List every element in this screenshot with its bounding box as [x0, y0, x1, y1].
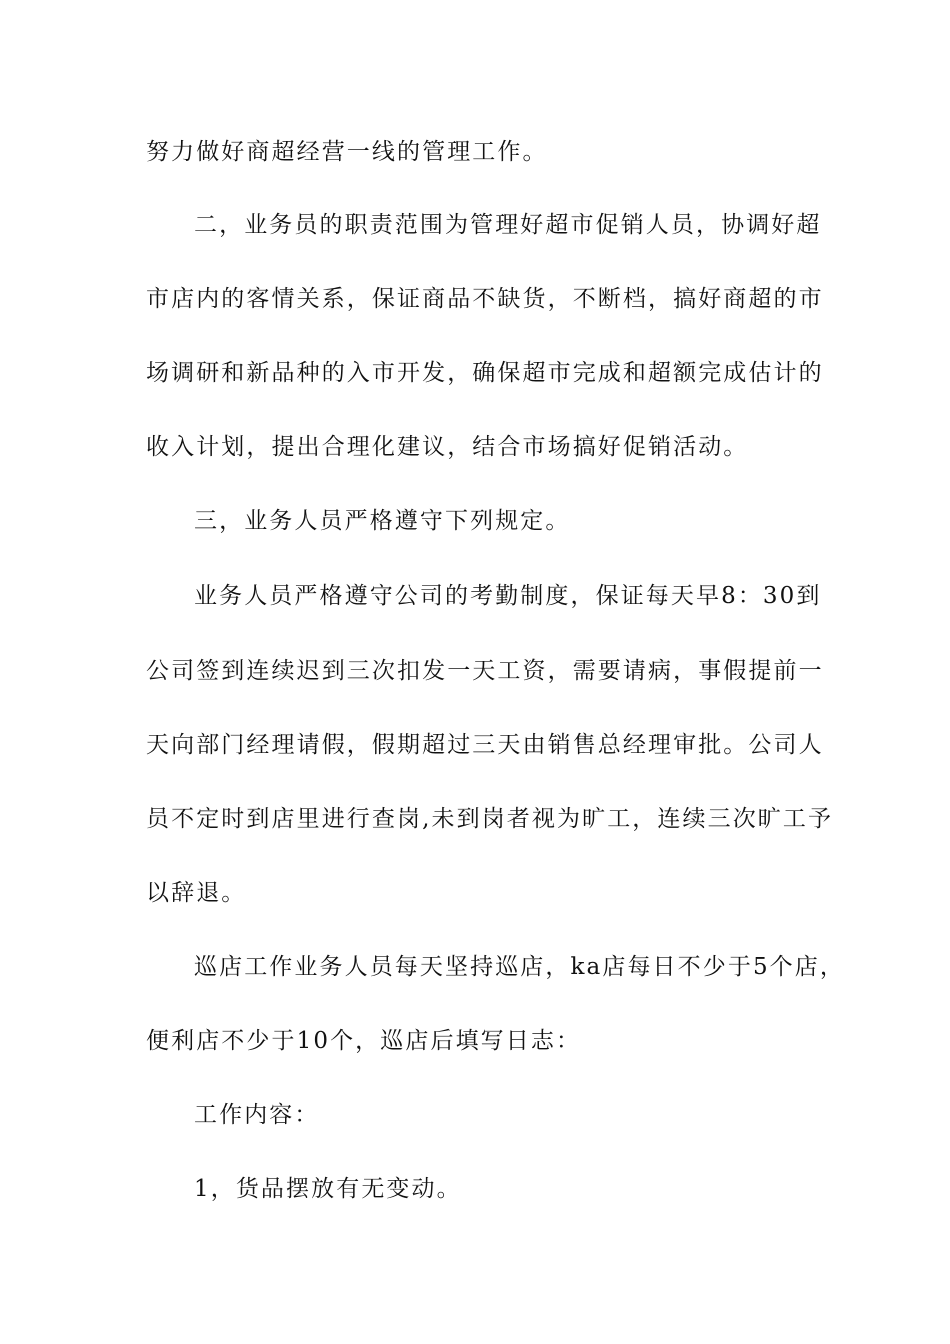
attendance-paragraph-line-3: 天向部门经理请假，假期超过三天由销售总经理审批。公司人 [146, 732, 824, 758]
store-visit-paragraph-line-2: 便利店不少于10个，巡店后填写日志： [146, 1028, 582, 1054]
attendance-paragraph-line-5: 以辞退。 [146, 880, 247, 906]
section-two-heading-line: 二，业务员的职责范围为管理好超市促销人员，协调好超 [194, 212, 822, 238]
list-item-1: 1，货品摆放有无变动。 [194, 1176, 462, 1202]
paragraph-line-5: 收入计划，提出合理化建议，结合市场搞好促销活动。 [146, 434, 749, 460]
attendance-paragraph-line-1: 业务人员严格遵守公司的考勤制度，保证每天早8：30到 [194, 583, 822, 609]
paragraph-line-4: 场调研和新品种的入市开发，确保超市完成和超额完成估计的 [146, 360, 824, 386]
paragraph-line-1: 努力做好商超经营一线的管理工作。 [146, 139, 548, 165]
store-visit-paragraph-line-1: 巡店工作业务人员每天坚持巡店，ka店每日不少于5个店， [194, 954, 845, 980]
attendance-paragraph-line-2: 公司签到连续迟到三次扣发一天工资，需要请病，事假提前一 [146, 658, 824, 684]
paragraph-line-3: 市店内的客情关系，保证商品不缺货，不断档，搞好商超的市 [146, 286, 824, 312]
attendance-paragraph-line-4: 员不定时到店里进行查岗,未到岗者视为旷工，连续三次旷工予 [146, 806, 834, 832]
section-three-heading: 三，业务人员严格遵守下列规定。 [194, 508, 571, 534]
work-content-heading: 工作内容： [194, 1102, 320, 1128]
